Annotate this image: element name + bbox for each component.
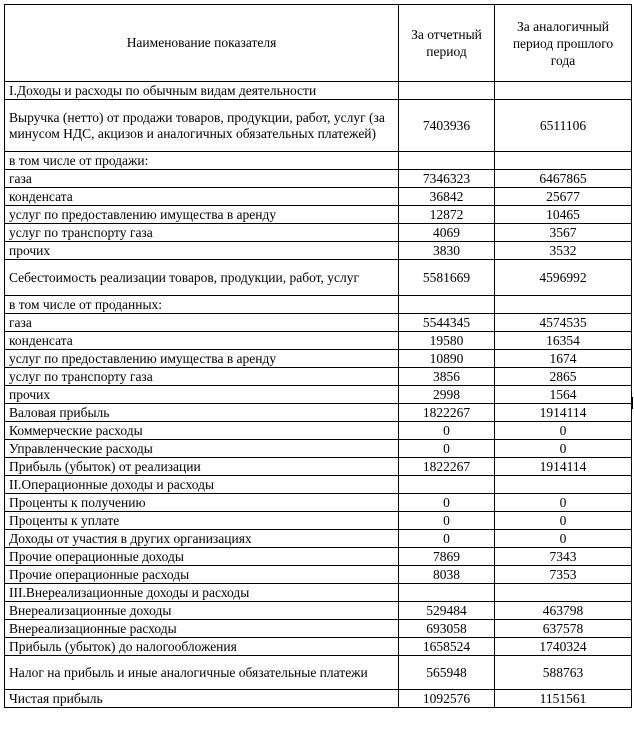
row-current: 4069 [399,224,495,242]
row-name: в том числе от продажи: [5,152,399,170]
row-previous: 0 [495,494,632,512]
row-name: Себестоимость реализации товаров, продукции, работ, услуг [5,260,399,296]
row-current [399,584,495,602]
table-row [5,440,632,458]
section-row [5,584,632,602]
table-row [5,386,632,404]
table-row [5,530,632,548]
table-row [5,224,632,242]
table-row [5,314,632,332]
row-current: 0 [399,494,495,512]
row-name: Управленческие расходы [5,440,399,458]
row-previous: 0 [495,512,632,530]
table-row [5,638,632,656]
table-row [5,458,632,476]
text-cursor [631,397,633,409]
table-row [5,242,632,260]
row-current: 7403936 [399,100,495,152]
row-name: Проценты к уплате [5,512,399,530]
row-name: газа [5,314,399,332]
row-current: 1822267 [399,404,495,422]
row-previous: 6511106 [495,100,632,152]
table-row [5,332,632,350]
row-current: 0 [399,530,495,548]
row-current: 0 [399,440,495,458]
subheading-row [5,152,632,170]
row-name: Валовая прибыль [5,404,399,422]
row-current [399,476,495,494]
row-previous [495,82,632,100]
row-current: 1092576 [399,690,495,708]
row-name: в том числе от проданных: [5,296,399,314]
row-name: Внереализационные расходы [5,620,399,638]
row-previous: 0 [495,530,632,548]
row-previous [495,476,632,494]
table-row [5,512,632,530]
row-current [399,152,495,170]
row-name: Прибыль (убыток) от реализации [5,458,399,476]
row-name: III.Внереализационные доходы и расходы [5,584,399,602]
row-name: услуг по транспорту газа [5,224,399,242]
row-previous: 10465 [495,206,632,224]
row-previous: 4574535 [495,314,632,332]
table-row [5,566,632,584]
table-row [5,350,632,368]
table-row [5,602,632,620]
row-previous: 463798 [495,602,632,620]
table-row [5,620,632,638]
row-current: 7869 [399,548,495,566]
table-row [5,422,632,440]
section-row [5,82,632,100]
row-name: Налог на прибыль и иные аналогичные обязательные платежи [5,656,399,690]
row-current: 19580 [399,332,495,350]
table-row [5,690,632,708]
row-current: 3856 [399,368,495,386]
row-previous: 6467865 [495,170,632,188]
table-row [5,206,632,224]
row-previous: 588763 [495,656,632,690]
row-current: 693058 [399,620,495,638]
row-previous: 637578 [495,620,632,638]
row-name: Доходы от участия в других организациях [5,530,399,548]
row-current: 1658524 [399,638,495,656]
row-name: II.Операционные доходы и расходы [5,476,399,494]
row-previous: 16354 [495,332,632,350]
row-name: Прочие операционные доходы [5,548,399,566]
row-current: 3830 [399,242,495,260]
row-current: 36842 [399,188,495,206]
row-name: Чистая прибыль [5,690,399,708]
row-current: 12872 [399,206,495,224]
row-current: 5544345 [399,314,495,332]
row-previous: 1914114 [495,404,632,422]
row-current: 1822267 [399,458,495,476]
row-current: 0 [399,422,495,440]
row-current [399,82,495,100]
row-previous: 0 [495,440,632,458]
row-previous: 1740324 [495,638,632,656]
table-row [5,100,632,152]
row-previous: 7353 [495,566,632,584]
row-previous: 1564 [495,386,632,404]
row-name: конденсата [5,332,399,350]
row-previous: 2865 [495,368,632,386]
row-previous: 7343 [495,548,632,566]
table-row [5,656,632,690]
row-current: 2998 [399,386,495,404]
row-previous: 1151561 [495,690,632,708]
row-previous: 0 [495,422,632,440]
row-current: 10890 [399,350,495,368]
row-name: прочих [5,386,399,404]
row-name: Коммерческие расходы [5,422,399,440]
row-previous: 1674 [495,350,632,368]
row-previous: 1914114 [495,458,632,476]
income-statement-table [4,4,632,708]
row-previous: 3567 [495,224,632,242]
row-name: Выручка (нетто) от продажи товаров, продукции, работ, услуг (за минусом НДС, акцизов и аналогичных обязательных платежей) [5,100,399,152]
row-name: Прибыль (убыток) до налогообложения [5,638,399,656]
header-previous-period: За аналогичный период прошлого года [495,5,632,82]
header-indicator-name: Наименование показателя [5,5,399,82]
row-current: 0 [399,512,495,530]
row-name: Проценты к получению [5,494,399,512]
table-row [5,170,632,188]
table-row [5,188,632,206]
row-previous: 3532 [495,242,632,260]
table-row [5,404,632,422]
table-row [5,494,632,512]
table-header-row [5,5,632,82]
row-name: услуг по предоставлению имущества в аренду [5,206,399,224]
row-name: услуг по предоставлению имущества в аренду [5,350,399,368]
table-row [5,548,632,566]
row-name: газа [5,170,399,188]
row-current: 8038 [399,566,495,584]
subheading-row [5,296,632,314]
row-name: Внереализационные доходы [5,602,399,620]
row-previous [495,296,632,314]
row-current: 529484 [399,602,495,620]
header-current-period: За отчетный период [399,5,495,82]
section-row [5,476,632,494]
table-row [5,368,632,386]
row-previous: 25677 [495,188,632,206]
row-current [399,296,495,314]
row-name: прочих [5,242,399,260]
row-current: 565948 [399,656,495,690]
row-previous: 4596992 [495,260,632,296]
row-current: 5581669 [399,260,495,296]
row-name: конденсата [5,188,399,206]
row-current: 7346323 [399,170,495,188]
row-name: Прочие операционные расходы [5,566,399,584]
row-name: I.Доходы и расходы по обычным видам деятельности [5,82,399,100]
row-name: услуг по транспорту газа [5,368,399,386]
row-previous [495,584,632,602]
table-row [5,260,632,296]
row-previous [495,152,632,170]
